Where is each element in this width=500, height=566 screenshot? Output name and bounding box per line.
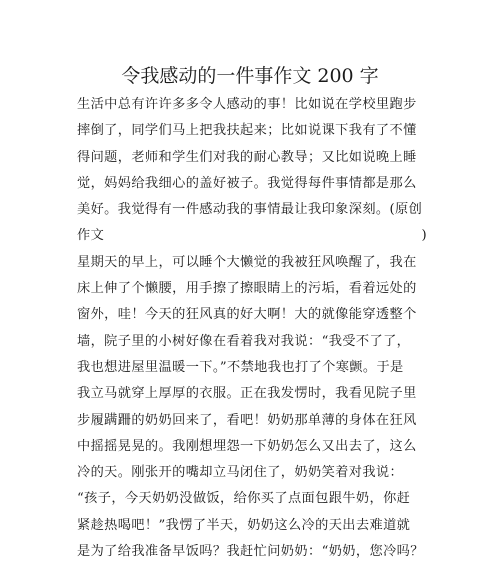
- text-line: 墙，院子里的小树好像在看着我对我说：“我受不了了，: [77, 333, 411, 349]
- text-line: 床上伸了个懒腰，用手擦了擦眼睛上的污垢，看着远处的: [77, 281, 417, 297]
- text-line: 是为了给我准备早饭吗？我赶忙问奶奶：“奶奶，您冷吗？: [77, 544, 424, 560]
- text-line: 我也想进屋里温暖一下。”不禁地我也打了个寒颤。于是: [77, 359, 404, 375]
- text-line-split: [77, 223, 427, 249]
- document-body: [77, 92, 427, 565]
- text-line: 中摇摇晃晃的。我刚想埋怨一下奶奶怎么又出去了，这么: [77, 438, 417, 454]
- text-line-left: 作文: [77, 228, 105, 244]
- text-line: 生活中总有许许多多令人感动的事！比如说在学校里跑步: [77, 97, 417, 112]
- text-line: 星期天的早上，可以睡个大懒觉的我被狂风唤醒了，我在: [77, 254, 417, 270]
- text-line: 美好。我觉得有一件感动我的事情最让我印象深刻。(原创: [77, 202, 423, 218]
- text-line: “孩子，今天奶奶没做饭，给你买了点面包跟牛奶，你赶: [77, 491, 411, 507]
- text-line: 我立马就穿上厚厚的衣服。正在我发愣时，我看见院子里: [77, 386, 417, 402]
- text-line: 步履蹒跚的奶奶回来了，看吧！奶奶那单薄的身体在狂风: [77, 412, 417, 428]
- text-line: 摔倒了，同学们马上把我扶起来；比如说课下我有了不懂: [77, 123, 417, 139]
- text-line: 得问题，老师和学生们对我的耐心教导；又比如说晚上睡: [77, 149, 417, 165]
- text-line-right: ): [421, 228, 427, 244]
- document-title: 令我感动的一件事作文 200 字: [121, 65, 379, 87]
- text-line: 觉，妈妈给我细心的盖好被子。我觉得每件事情都是那么: [77, 175, 417, 191]
- text-line: 窗外，哇！今天的狂风真的好大啊！大的就像能穿透整个: [77, 307, 417, 323]
- text-line: 冷的天。刚张开的嘴却立马闭住了，奶奶笑着对我说：: [77, 465, 404, 481]
- text-line: 紧趁热喝吧！”我愣了半天，奶奶这么冷的天出去难道就: [77, 517, 411, 533]
